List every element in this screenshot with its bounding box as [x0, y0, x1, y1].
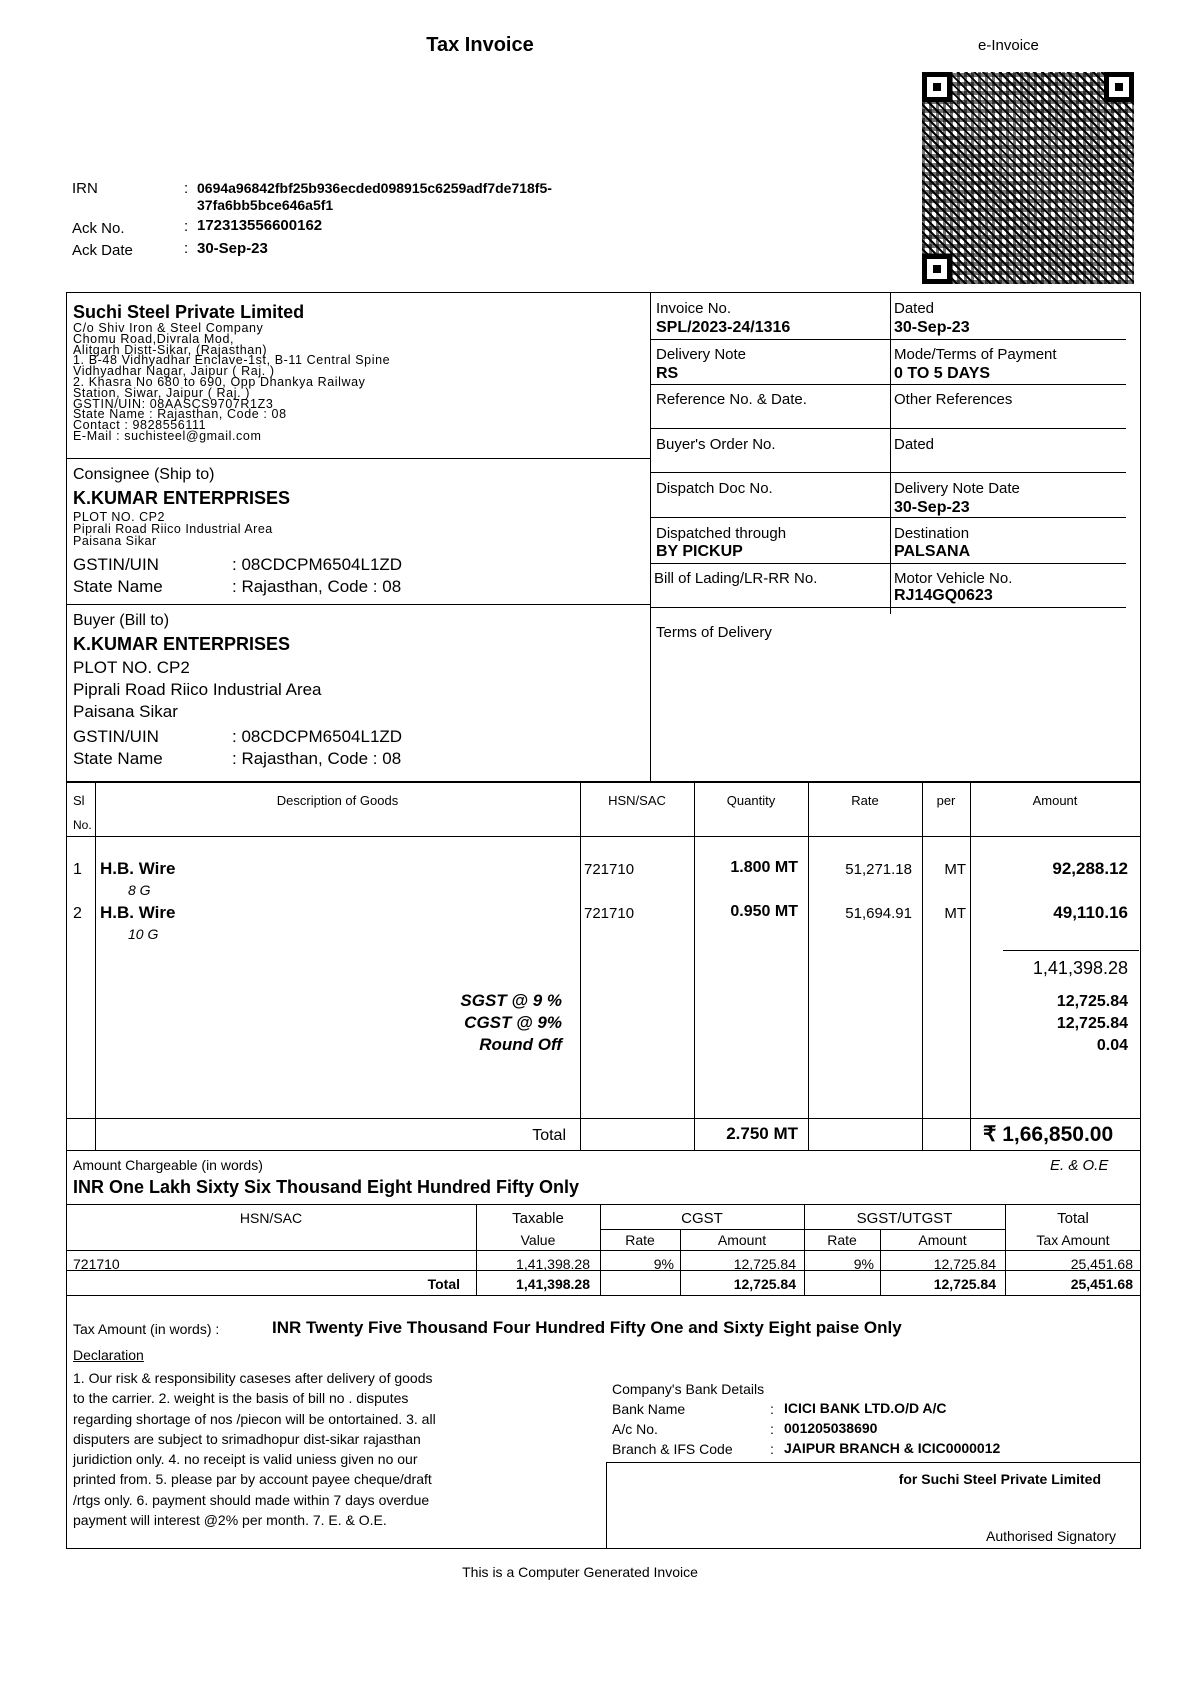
tax-h-hsn: HSN/SAC [239, 1210, 303, 1226]
seller-line: GSTIN/UIN: 08AASCS9707R1Z3 [73, 396, 274, 411]
ack-no-colon: : [184, 218, 189, 235]
subtotal-line [1003, 950, 1139, 951]
tax-total-taxable: 1,41,398.28 [516, 1276, 590, 1292]
items-total-qty: 2.750 MT [726, 1124, 798, 1143]
consignee-address [73, 511, 273, 547]
ack-date-colon: : [184, 240, 189, 257]
tax-words-value: INR Twenty Five Thousand Four Hundred Fifty One and Sixty Eight paise Only [272, 1318, 902, 1337]
invoice-no-label: Invoice No. [656, 300, 732, 317]
ack-no-value: 172313556600162 [197, 217, 323, 234]
declaration-text [73, 1368, 573, 1530]
tax-amount-roundoff: 0.04 [1096, 1037, 1128, 1054]
buyer-gstin: : 08CDCPM6504L1ZD [232, 727, 403, 746]
col-header-description: Description of Goods [276, 793, 399, 808]
tax-total-label: Total [427, 1276, 460, 1292]
tax-h-total: Total [1057, 1210, 1089, 1227]
tax-row-total: 25,451.68 [1070, 1256, 1133, 1272]
col-header-quantity: Quantity [726, 793, 776, 808]
tax-h-tax-amount: Tax Amount [1036, 1232, 1110, 1248]
buyer-line: Piprali Road Riico Industrial Area [73, 680, 322, 699]
tax-total-total: 25,451.68 [1070, 1276, 1133, 1292]
reference-label: Reference No. & Date. [656, 391, 807, 408]
details-row-line [650, 339, 1126, 340]
seller-line: Chomu Road,Divrala Mod, [73, 331, 235, 346]
buyers-order-label: Buyer's Order No. [656, 436, 776, 453]
bank-heading: Company's Bank Details [612, 1381, 765, 1397]
item-2-per: MT [944, 905, 966, 922]
seller-divider [66, 458, 650, 459]
branch-value: JAIPUR BRANCH & ICIC0000012 [784, 1440, 1001, 1456]
items-total-line [66, 1118, 1141, 1119]
motor-vehicle-value: RJ14GQ0623 [894, 587, 993, 604]
bill-of-lading-label: Bill of Lading/LR-RR No. [654, 570, 818, 587]
consignee-name: K.KUMAR ENTERPRISES [73, 488, 291, 508]
tax-h-taxable: Taxable [512, 1210, 564, 1227]
consignee-state: : Rajasthan, Code : 08 [232, 577, 402, 596]
branch-label: Branch & IFS Code [612, 1441, 733, 1457]
item-1-amount: 92,288.12 [1052, 859, 1128, 878]
declaration-line: to the carrier. 2. weight is the basis of bill no . disputes [73, 1390, 409, 1407]
consignee-heading: Consignee (Ship to) [73, 466, 215, 483]
bank-name-value: ICICI BANK LTD.O/D A/C [784, 1400, 947, 1416]
col-header-no: No. [73, 818, 92, 832]
ack-date-label: Ack Date [72, 242, 133, 259]
bank-name-label: Bank Name [612, 1401, 686, 1417]
einvoice-qr-code [922, 72, 1134, 284]
seller-line: 1. B-48 Vidhyadhar Enclave-1st, B-11 Central Spine [73, 353, 391, 368]
consignee-line: Paisana Sikar [73, 534, 157, 548]
tax-table-top [66, 1204, 1141, 1205]
tax-h-sgst-amount: Amount [918, 1232, 967, 1248]
item-1-sub: 8 G [128, 882, 151, 898]
tax-row-sgst-rate: 9% [853, 1256, 874, 1272]
declaration-line: juridiction only. 4. no receipt is valid uniess given no our [73, 1451, 418, 1468]
tax-table-bottom [66, 1295, 1141, 1296]
declaration-line: payment will interest @2% per month. 7. E. & O.E. [73, 1512, 387, 1529]
tax-h-value: Value [520, 1232, 556, 1248]
footer-note: This is a Computer Generated Invoice [462, 1564, 698, 1580]
account-no-label: A/c No. [612, 1421, 658, 1437]
tax-row-cgst-rate: 9% [653, 1256, 674, 1272]
tax-row-hsn: 721710 [73, 1256, 120, 1272]
col-line [580, 781, 581, 1150]
qr-finder-bottom-left [922, 254, 952, 284]
tax-label-cgst: CGST @ 9% [464, 1013, 562, 1032]
motor-vehicle-label: Motor Vehicle No. [894, 570, 1013, 587]
consignee-state-label: State Name [73, 577, 163, 596]
item-2-hsn: 721710 [584, 905, 635, 922]
item-2-name: H.B. Wire [100, 903, 176, 922]
seller-line: Vidhyadhar Nagar, Jaipur ( Raj. ) [73, 364, 275, 379]
destination-value: PALSANA [894, 543, 971, 560]
item-2-sl: 2 [73, 905, 82, 922]
declaration-line: 1. Our risk & responsibility caseses after delivery of goods [73, 1370, 433, 1386]
item-2-amount: 49,110.16 [1053, 903, 1128, 922]
delivery-note-value: RS [656, 365, 679, 382]
items-bottom-line [66, 1150, 1141, 1151]
col-line [808, 781, 809, 1150]
eoe-label: E. & O.E [1050, 1157, 1109, 1174]
consignee-divider [66, 604, 650, 605]
tax-label-roundoff: Round Off [479, 1035, 562, 1054]
invoice-title: Tax Invoice [426, 34, 534, 56]
destination-label: Destination [894, 525, 970, 542]
delivery-note-date-value: 30-Sep-23 [894, 499, 970, 516]
col-header-amount: Amount [1032, 793, 1078, 808]
declaration-line: regarding shortage of nos /piecon will be ontortained. 3. all [73, 1410, 436, 1427]
irn-value-line2: 37fa6bb5bce646a5f1 [197, 197, 334, 213]
tax-words-label: Tax Amount (in words) : [73, 1321, 220, 1337]
seller-line: E-Mail : suchisteel@gmail.com [73, 428, 262, 443]
seller-line: Alitgarh Distt-Sikar, (Rajasthan) [73, 342, 268, 357]
tax-row-taxable: 1,41,398.28 [516, 1256, 590, 1272]
branch-sep: : [770, 1441, 774, 1457]
buyer-name: K.KUMAR ENTERPRISES [73, 634, 291, 654]
dated-value: 30-Sep-23 [894, 319, 970, 336]
ack-no-label: Ack No. [72, 220, 125, 237]
seller-line: State Name : Rajasthan, Code : 08 [73, 407, 287, 422]
col-header-per: per [936, 793, 956, 808]
item-1-per: MT [944, 861, 966, 878]
top-section-divider [650, 292, 651, 782]
bank-name-sep: : [770, 1401, 774, 1417]
declaration-line: /rtgs only. 6. payment should made within 7 days overdue [73, 1491, 430, 1508]
item-2-rate: 51,694.91 [845, 905, 912, 922]
buyer-address [73, 657, 322, 723]
declaration-heading: Declaration [73, 1347, 144, 1363]
amount-words-label: Amount Chargeable (in words) [73, 1157, 263, 1173]
tax-amount-sgst: 12,725.84 [1056, 993, 1128, 1010]
irn-label: IRN [72, 180, 98, 197]
item-2-sub: 10 G [128, 926, 159, 942]
amount-words-value: INR One Lakh Sixty Six Thousand Eight Hundred Fifty Only [73, 1177, 580, 1197]
col-header-rate: Rate [851, 793, 879, 808]
item-1-hsn: 721710 [584, 861, 635, 878]
items-header-line [66, 836, 1141, 837]
items-total-amount: ₹ 1,66,850.00 [983, 1123, 1114, 1146]
col-line [95, 781, 96, 1150]
tax-total-sgst-amt: 12,725.84 [933, 1276, 996, 1292]
tax-h-cgst-amount: Amount [717, 1232, 767, 1248]
seller-line: 2. Khasra No 680 to 690, Opp Dhankya Railway [73, 374, 366, 389]
details-row-line [650, 472, 1126, 473]
consignee-gstin-label: GSTIN/UIN [73, 555, 159, 574]
seller-line: Station, Siwar, Jaipur ( Raj. ) [73, 385, 250, 400]
order-dated-label: Dated [894, 436, 935, 453]
qr-finder-top-right [1104, 72, 1134, 102]
tax-table-header-line [66, 1250, 1141, 1251]
details-col-divider [890, 292, 891, 614]
authorised-signatory-label: Authorised Signatory [986, 1528, 1116, 1544]
other-references-label: Other References [894, 391, 1013, 408]
tax-total-cgst-amt: 12,725.84 [733, 1276, 796, 1292]
item-1-name: H.B. Wire [100, 859, 176, 878]
delivery-note-date-label: Delivery Note Date [894, 480, 1020, 497]
buyer-heading: Buyer (Bill to) [73, 612, 170, 629]
consignee-gstin: : 08CDCPM6504L1ZD [232, 555, 403, 574]
for-company-label: for Suchi Steel Private Limited [898, 1471, 1101, 1487]
irn-colon: : [184, 180, 189, 197]
declaration-line: disputers are subject to srimadhopur dist-sikar rajasthan [73, 1430, 421, 1447]
tax-row-sgst-amt: 12,725.84 [933, 1256, 996, 1272]
declaration-line: printed from. 5. please par by account payee cheque/draft [73, 1471, 432, 1488]
buyer-state: : Rajasthan, Code : 08 [232, 749, 402, 768]
details-row-line [650, 607, 1126, 608]
ack-date-value: 30-Sep-23 [197, 240, 268, 257]
dated-label: Dated [894, 300, 935, 317]
buyer-gstin-label: GSTIN/UIN [73, 727, 159, 746]
details-row-line [650, 384, 1126, 385]
col-line [694, 781, 695, 1150]
tax-amount-cgst: 12,725.84 [1056, 1015, 1128, 1032]
items-top-line [66, 781, 1141, 783]
delivery-note-label: Delivery Note [656, 346, 747, 363]
buyer-line: PLOT NO. CP2 [73, 658, 190, 677]
tax-row-cgst-amt: 12,725.84 [733, 1256, 796, 1272]
seller-line: Contact : 9828556111 [73, 418, 207, 433]
consignee-line: Piprali Road Riico Industrial Area [73, 522, 273, 536]
dispatched-through-value: BY PICKUP [656, 543, 743, 560]
terms-of-delivery-label: Terms of Delivery [656, 624, 772, 641]
tax-label-sgst: SGST @ 9 % [460, 991, 562, 1010]
details-row-line [650, 563, 1126, 564]
tax-h-cgst-rate: Rate [625, 1232, 655, 1248]
dispatched-through-label: Dispatched through [656, 525, 787, 542]
items-total-label: Total [532, 1127, 566, 1144]
tax-h-sgst: SGST/UTGST [856, 1210, 953, 1227]
buyer-line: Paisana Sikar [73, 702, 178, 721]
tax-h-cgst: CGST [681, 1210, 723, 1227]
einvoice-label: e-Invoice [978, 37, 1039, 54]
qr-finder-top-left [922, 72, 952, 102]
details-row-line [650, 428, 1126, 429]
dispatch-doc-label: Dispatch Doc No. [656, 480, 773, 497]
item-1-qty: 1.800 MT [730, 859, 798, 876]
item-2-qty: 0.950 MT [730, 903, 798, 920]
seller-line: C/o Shiv Iron & Steel Company [73, 321, 264, 335]
consignee-line: PLOT NO. CP2 [73, 510, 165, 524]
details-row-line [650, 517, 1126, 518]
irn-value-line1: 0694a96842fbf25b936ecded098915c6259adf7de718f5- [197, 180, 552, 196]
invoice-no-value: SPL/2023-24/1316 [656, 319, 791, 336]
tax-table-subheader [600, 1229, 1005, 1230]
signatory-box-top [606, 1462, 1141, 1463]
mode-terms-value: 0 TO 5 DAYS [894, 365, 991, 382]
mode-terms-label: Mode/Terms of Payment [894, 346, 1057, 363]
item-1-rate: 51,271.18 [845, 861, 912, 878]
tax-h-sgst-rate: Rate [827, 1232, 857, 1248]
col-line [922, 781, 923, 1150]
seller-name: Suchi Steel Private Limited [73, 302, 305, 322]
col-header-hsn: HSN/SAC [608, 793, 666, 808]
col-header-sl: Sl [73, 793, 85, 808]
account-no-value: 001205038690 [784, 1420, 878, 1436]
account-no-sep: : [770, 1421, 774, 1437]
seller-address [73, 323, 643, 442]
item-1-sl: 1 [73, 861, 82, 878]
subtotal-amount: 1,41,398.28 [1032, 958, 1128, 978]
buyer-state-label: State Name [73, 749, 163, 768]
